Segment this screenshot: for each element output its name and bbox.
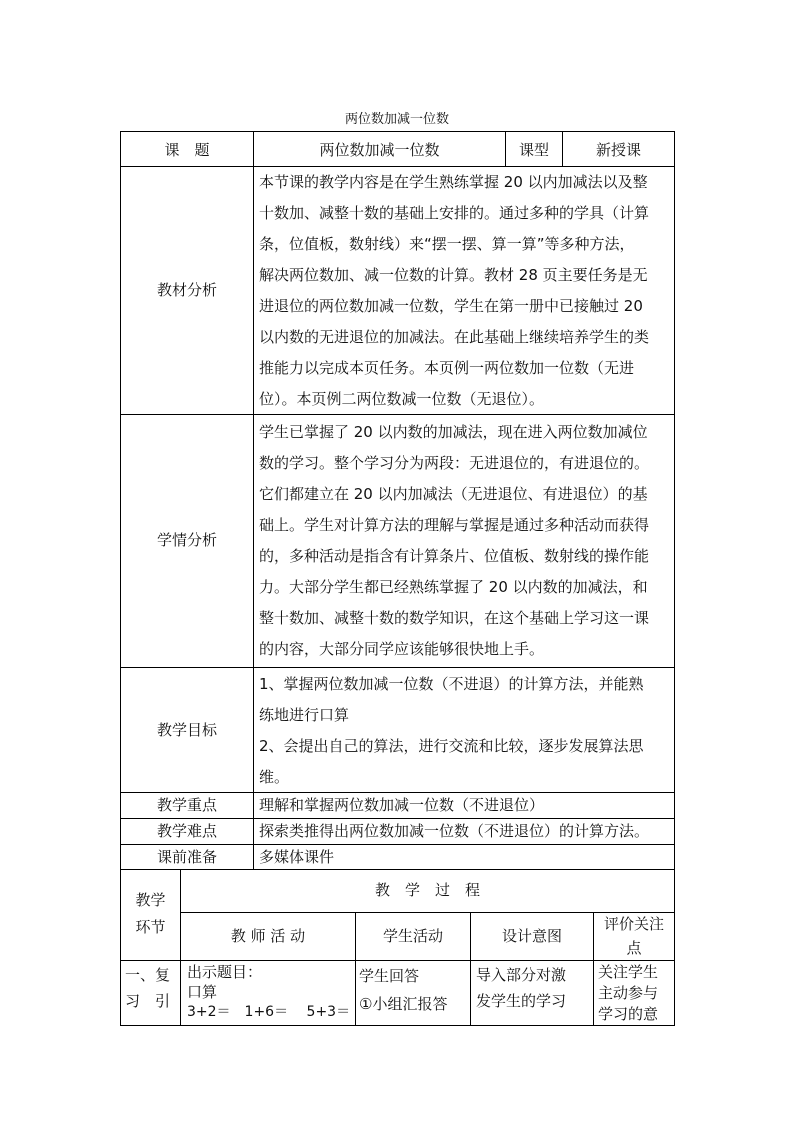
- stage-review: [125, 962, 179, 1014]
- text-line: 的内容，大部分同学应该能够很快地上手。: [259, 640, 545, 658]
- student-analysis-text: [259, 417, 669, 665]
- stage-line: 习 引: [125, 992, 171, 1010]
- teacher-line: 3+2＝ 1+6＝ 5+3＝: [187, 1004, 351, 1020]
- evaluation-focus-cell: [598, 962, 674, 1025]
- text-line: 础上。学生对计算方法的理解与掌握是通过多种活动而获得: [259, 516, 650, 534]
- eval-line: 学习的意: [598, 1005, 659, 1023]
- student-line: ①小组汇报答: [359, 995, 448, 1013]
- type-label: 课型: [518, 141, 549, 159]
- text-line: 它们都建立在 20 以内加减法（无进退位、有进退位）的基: [259, 485, 648, 503]
- document-title: 两位数加减一位数: [344, 112, 449, 127]
- text-line: 1、掌握两位数加减一位数（不进退）的计算方法，并能熟: [259, 675, 644, 693]
- text-line: 以内数的无进退位的加减法。在此基础上继续培养学生的类: [259, 328, 650, 346]
- text-line: 的，多种活动是指含有计算条片、位值板、数射线的操作能: [259, 547, 650, 565]
- student-line: 学生回答: [359, 967, 420, 985]
- eval-line: 主动参与: [598, 984, 659, 1002]
- text-line: 推能力以完成本页任务。本页例一两位数加一位数（无进: [259, 359, 635, 377]
- design-intent-cell: [476, 962, 592, 1014]
- stage-header: [121, 887, 180, 941]
- text-line: 维。: [259, 768, 290, 786]
- stage-header-line: 教学: [135, 891, 166, 909]
- topic-label: 课 题: [164, 141, 210, 159]
- difficulty-label: 教学难点: [156, 822, 217, 840]
- student-analysis-label: 学情分析: [156, 531, 217, 549]
- col-teacher-activity: 教 师 活 动: [230, 927, 306, 945]
- text-line: 十数加、减整十数的基础上安排的。通过多种的学具（计算: [259, 204, 650, 222]
- key-point-label: 教学重点: [156, 796, 217, 814]
- text-line: 进退位的两位数加减一位数，学生在第一册中已接触过 20: [259, 297, 643, 315]
- type-value: 新授课: [595, 141, 641, 159]
- textbook-analysis-label: 教材分析: [156, 281, 217, 299]
- col-student-activity: 学生活动: [382, 927, 443, 945]
- teacher-activity-cell: [187, 962, 353, 1022]
- textbook-analysis-text: [259, 167, 669, 415]
- text-line: 练地进行口算: [259, 706, 350, 724]
- text-line: 位）。本页例二两位数减一位数（无退位）。: [259, 390, 545, 408]
- text-line: 力。大部分学生都已经熟练掌握了 20 以内数的加减法，和: [259, 578, 648, 596]
- stage-header-line: 环节: [135, 918, 166, 936]
- col-evaluation-focus: [594, 912, 674, 960]
- topic-value: 两位数加减一位数: [319, 141, 440, 159]
- col-evaluation-line: 评价关注: [603, 915, 664, 933]
- preparation-value: 多媒体课件: [259, 848, 335, 866]
- preparation-label: 课前准备: [156, 848, 217, 866]
- stage-line: 一、复: [125, 966, 171, 984]
- teacher-line: 出示题目：: [187, 963, 263, 981]
- text-line: 2、会提出自己的算法，进行交流和比较，逐步发展算法思: [259, 737, 644, 755]
- text-line: 条，位值板，数射线）来“摆一摆、算一算”等多种方法，: [259, 235, 635, 253]
- col-design-intent: 设计意图: [501, 927, 562, 945]
- text-line: 整十数加、减整十数的数学知识，在这个基础上学习这一课: [259, 609, 650, 627]
- eval-line: 关注学生: [598, 963, 659, 981]
- student-activity-cell: [359, 962, 469, 1018]
- col-evaluation-line: 点: [626, 939, 642, 957]
- text-line: 本节课的教学内容是在学生熟练掌握 20 以内加减法以及整: [259, 173, 648, 191]
- text-line: 解决两位数加、减一位数的计算。教材 28 页主要任务是无: [259, 266, 648, 284]
- process-title: 教 学 过 程: [374, 881, 480, 899]
- design-line: 发学生的学习: [476, 992, 567, 1010]
- difficulty-value: 探索类推得出两位数加减一位数（不进退位）的计算方法。: [259, 822, 650, 840]
- text-line: 学生已掌握了 20 以内数的加减法，现在进入两位数加减位: [259, 423, 648, 441]
- teaching-goals-text: [259, 669, 669, 793]
- teaching-goals-label: 教学目标: [156, 721, 217, 739]
- key-point-value: 理解和掌握两位数加减一位数（不进退位）: [259, 796, 545, 814]
- teacher-line: 口算: [187, 983, 218, 1001]
- design-line: 导入部分对激: [476, 966, 567, 984]
- text-line: 数的学习。整个学习分为两段：无进退位的，有进退位的。: [259, 454, 650, 472]
